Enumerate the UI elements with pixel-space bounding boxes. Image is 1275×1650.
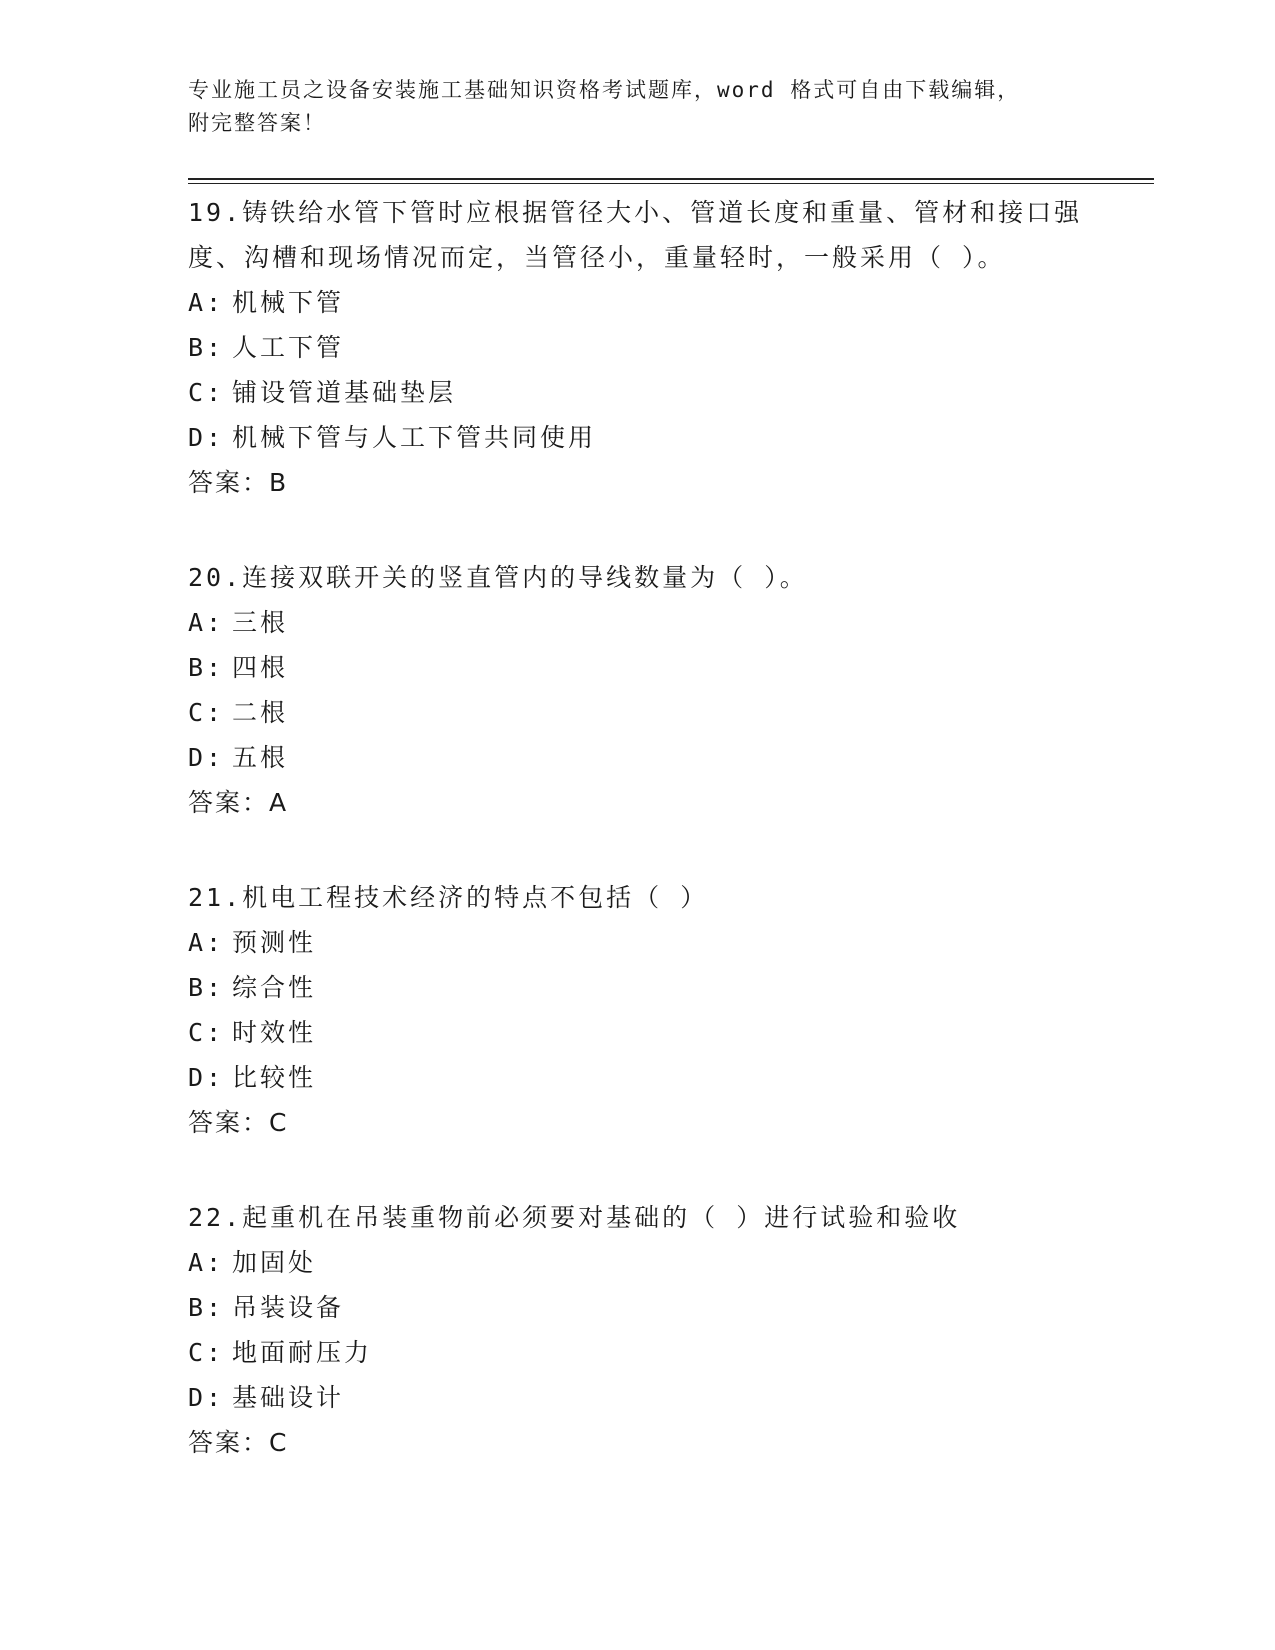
question-list (188, 190, 1088, 1515)
option-c (188, 370, 1088, 415)
option-text: 综合性 (232, 973, 317, 1002)
option-text: 五根 (232, 743, 289, 772)
header-line-2: 附完整答案！ (188, 111, 326, 135)
document-header (188, 74, 1088, 140)
option-text: 基础设计 (232, 1383, 345, 1412)
option-letter: C: (188, 378, 225, 407)
header-divider-thick (188, 178, 1154, 180)
answer-line: 答案：C (188, 1108, 289, 1137)
option-letter: A: (188, 928, 225, 957)
option-letter: C: (188, 698, 225, 727)
option-d (188, 1375, 1088, 1420)
option-b (188, 1285, 1088, 1330)
option-letter: B: (188, 1293, 225, 1322)
option-d (188, 415, 1088, 460)
option-text: 二根 (232, 698, 289, 727)
answer-line: 答案：B (188, 468, 289, 497)
option-text: 比较性 (232, 1063, 317, 1092)
option-text: 机械下管 (232, 288, 345, 317)
answer-line: 答案：A (188, 788, 289, 817)
question-22 (188, 1195, 1088, 1465)
option-letter: A: (188, 288, 225, 317)
option-text: 铺设管道基础垫层 (232, 378, 457, 407)
question-stem: 19.铸铁给水管下管时应根据管径大小、管道长度和重量、管材和接口强度、沟槽和现场情况而定，当管径小，重量轻时，一般采用（ ）。 (188, 198, 1083, 272)
option-d (188, 735, 1088, 780)
question-20 (188, 555, 1088, 825)
question-19 (188, 190, 1088, 505)
question-stem: 22.起重机在吊装重物前必须要对基础的（ ）进行试验和验收 (188, 1203, 961, 1232)
option-letter: A: (188, 608, 225, 637)
option-text: 吊装设备 (232, 1293, 345, 1322)
option-a (188, 920, 1088, 965)
question-stem: 21.机电工程技术经济的特点不包括（ ） (188, 883, 709, 912)
option-b (188, 645, 1088, 690)
option-letter: A: (188, 1248, 225, 1277)
option-c (188, 690, 1088, 735)
header-divider-thin (188, 183, 1154, 184)
option-text: 加固处 (232, 1248, 317, 1277)
option-letter: B: (188, 973, 225, 1002)
option-letter: D: (188, 743, 225, 772)
option-letter: D: (188, 1383, 225, 1412)
option-letter: D: (188, 423, 225, 452)
option-text: 四根 (232, 653, 289, 682)
option-a (188, 280, 1088, 325)
option-d (188, 1055, 1088, 1100)
option-c (188, 1010, 1088, 1055)
option-c (188, 1330, 1088, 1375)
option-letter: B: (188, 333, 225, 362)
option-text: 人工下管 (232, 333, 345, 362)
question-stem: 20.连接双联开关的竖直管内的导线数量为（ ）。 (188, 563, 808, 592)
option-b (188, 325, 1088, 370)
header-line-1: 专业施工员之设备安装施工基础知识资格考试题库，word 格式可自由下载编辑， (188, 78, 1021, 102)
question-21 (188, 875, 1088, 1145)
option-letter: C: (188, 1338, 225, 1367)
option-text: 预测性 (232, 928, 317, 957)
option-letter: C: (188, 1018, 225, 1047)
option-text: 机械下管与人工下管共同使用 (232, 423, 597, 452)
option-a (188, 600, 1088, 645)
option-letter: B: (188, 653, 225, 682)
option-text: 时效性 (232, 1018, 317, 1047)
option-text: 地面耐压力 (232, 1338, 373, 1367)
option-b (188, 965, 1088, 1010)
option-text: 三根 (232, 608, 289, 637)
answer-line: 答案：C (188, 1428, 289, 1457)
option-letter: D: (188, 1063, 225, 1092)
option-a (188, 1240, 1088, 1285)
